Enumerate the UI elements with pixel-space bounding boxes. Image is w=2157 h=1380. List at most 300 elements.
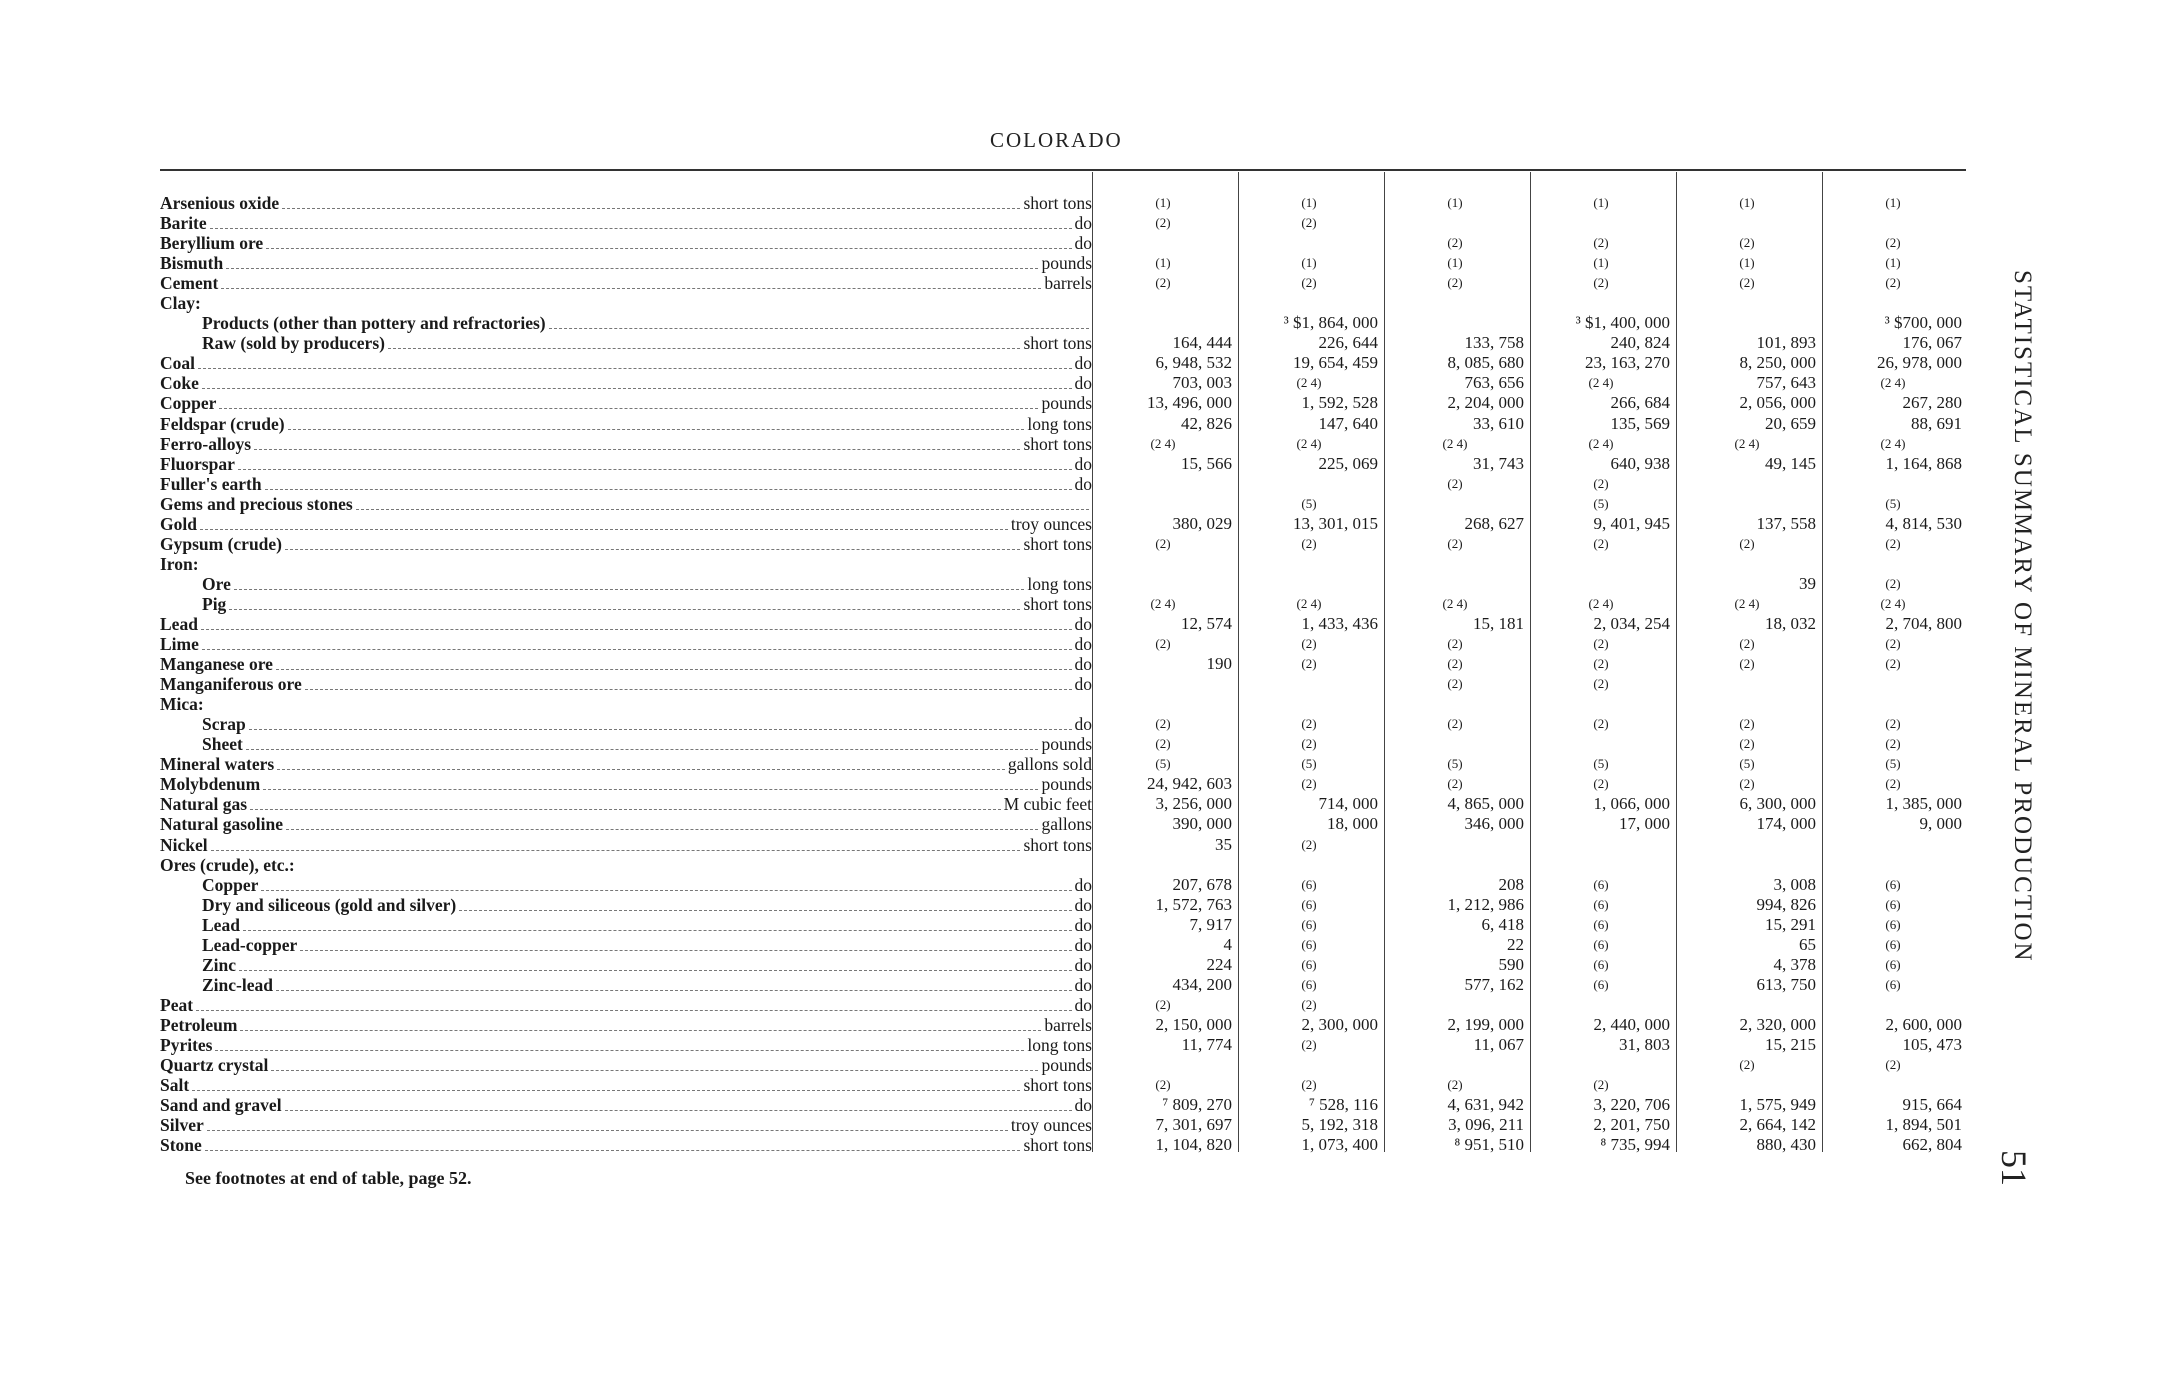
row-unit: barrels xyxy=(1044,273,1092,294)
row-label: Pig xyxy=(202,593,227,614)
value-cell: (2) xyxy=(1301,996,1317,1012)
value-cell: (5) xyxy=(1301,756,1317,772)
value-cell: 4 xyxy=(1223,934,1232,954)
value-cell: (2) xyxy=(1739,275,1755,291)
row-unit: do xyxy=(1074,634,1092,655)
table-row xyxy=(160,654,1966,674)
value-cell: 135, 569 xyxy=(1610,413,1670,433)
value-cell: (2) xyxy=(1885,275,1901,291)
table-row xyxy=(160,273,1966,293)
dot-leader xyxy=(234,588,1024,590)
row-label-cell xyxy=(160,253,1092,273)
row-label: Iron: xyxy=(160,553,199,574)
value-cell: (6) xyxy=(1885,876,1901,892)
value-cell: (2 4) xyxy=(1296,375,1322,391)
value-cell: (2) xyxy=(1593,535,1609,551)
row-unit: do xyxy=(1074,714,1092,735)
value-cell: 3, 096, 211 xyxy=(1448,1115,1524,1135)
row-label: Nickel xyxy=(160,834,208,855)
footnote: See footnotes at end of table, page 52. xyxy=(185,1168,472,1188)
table-row xyxy=(160,1095,1966,1115)
value-cell: (5) xyxy=(1739,756,1755,772)
value-cell: 1, 212, 986 xyxy=(1447,894,1524,914)
dot-leader xyxy=(240,1029,1041,1031)
value-cell: 11, 067 xyxy=(1473,1034,1524,1054)
row-unit: M cubic feet xyxy=(1003,794,1092,815)
value-cell: 2, 704, 800 xyxy=(1885,613,1962,633)
value-cell: (2 4) xyxy=(1880,435,1906,451)
value-cell: 4, 378 xyxy=(1773,954,1816,974)
value-cell: 4, 631, 942 xyxy=(1447,1095,1524,1115)
row-label: Lead-copper xyxy=(202,934,298,955)
value-cell: 266, 684 xyxy=(1610,393,1670,413)
value-cell: 17, 000 xyxy=(1619,814,1670,834)
row-label: Zinc xyxy=(202,954,237,975)
row-label-cell xyxy=(160,313,1092,333)
table-row xyxy=(160,714,1966,734)
value-cell: 33, 610 xyxy=(1473,413,1524,433)
dot-leader xyxy=(265,488,1072,490)
row-label: Silver xyxy=(160,1115,204,1136)
row-label: Gems and precious stones xyxy=(160,493,353,514)
dot-leader xyxy=(282,207,1020,209)
value-cell: (1) xyxy=(1155,195,1171,210)
side-title: STATISTICAL SUMMARY OF MINERAL PRODUCTION xyxy=(2009,270,2036,963)
value-cell: (6) xyxy=(1885,936,1901,952)
value-cell: (1) xyxy=(1593,255,1609,271)
value-cell: (2) xyxy=(1739,535,1755,551)
row-unit: do xyxy=(1074,954,1092,975)
value-cell: (1) xyxy=(1447,255,1463,271)
row-label: Manganiferous ore xyxy=(160,674,302,695)
row-unit: pounds xyxy=(1041,734,1092,755)
value-cell: (2) xyxy=(1155,275,1171,291)
row-label: Feldspar (crude) xyxy=(160,413,285,434)
value-cell: 1, 433, 436 xyxy=(1301,613,1378,633)
value-cell: 4, 814, 530 xyxy=(1885,513,1962,533)
value-cell: (2) xyxy=(1301,716,1317,732)
value-cell: (5) xyxy=(1301,495,1317,511)
row-label-cell xyxy=(160,554,1092,574)
value-cell: 13, 496, 000 xyxy=(1147,393,1232,413)
row-label-cell xyxy=(160,594,1092,614)
row-label-cell xyxy=(160,514,1092,534)
value-cell: 390, 000 xyxy=(1172,814,1232,834)
row-label-cell xyxy=(160,1135,1092,1155)
dot-leader xyxy=(271,1069,1038,1071)
value-cell: (2) xyxy=(1447,776,1463,792)
value-cell: 18, 000 xyxy=(1327,814,1378,834)
dot-leader xyxy=(202,648,1072,650)
row-unit: do xyxy=(1074,874,1092,895)
table-row xyxy=(160,474,1966,494)
row-label: Coke xyxy=(160,373,199,394)
value-cell: (2 4) xyxy=(1588,375,1614,391)
table-row xyxy=(160,855,1966,875)
row-label-cell xyxy=(160,875,1092,895)
value-cell: (2) xyxy=(1593,475,1609,491)
value-cell: 105, 473 xyxy=(1902,1034,1962,1054)
table-row xyxy=(160,1035,1966,1055)
row-unit: do xyxy=(1074,914,1092,935)
value-cell: (6) xyxy=(1885,956,1901,972)
table-row xyxy=(160,794,1966,814)
table-row xyxy=(160,935,1966,955)
value-cell: 42, 826 xyxy=(1181,413,1232,433)
value-cell: (2) xyxy=(1885,1057,1901,1073)
value-cell: (5) xyxy=(1447,756,1463,772)
value-cell: 15, 215 xyxy=(1765,1034,1816,1054)
row-label: Scrap xyxy=(202,714,246,735)
value-cell: (2 4) xyxy=(1880,595,1906,611)
value-cell: (2) xyxy=(1593,656,1609,672)
page-number: 51 xyxy=(1994,1150,2034,1186)
value-cell: 1, 073, 400 xyxy=(1301,1135,1378,1155)
row-unit: do xyxy=(1074,453,1092,474)
table-row xyxy=(160,754,1966,774)
row-label-cell xyxy=(160,414,1092,434)
value-cell: 613, 750 xyxy=(1756,974,1816,994)
row-label-cell xyxy=(160,895,1092,915)
table-row xyxy=(160,534,1966,554)
row-label: Mica: xyxy=(160,694,204,715)
value-cell: ⁸ 735, 994 xyxy=(1600,1135,1670,1155)
value-cell: (6) xyxy=(1301,956,1317,972)
value-cell: (1) xyxy=(1593,195,1609,210)
row-label-cell xyxy=(160,754,1092,774)
dot-leader xyxy=(226,267,1038,269)
value-cell: 1, 104, 820 xyxy=(1155,1135,1232,1155)
row-label-cell xyxy=(160,674,1092,694)
value-cell: 1, 592, 528 xyxy=(1301,393,1378,413)
dot-leader xyxy=(263,788,1038,790)
row-unit: short tons xyxy=(1023,1135,1092,1156)
row-unit: gallons xyxy=(1041,814,1092,835)
value-cell: (2) xyxy=(1739,1057,1755,1073)
value-cell: 380, 029 xyxy=(1172,513,1232,533)
row-label-cell xyxy=(160,574,1092,594)
row-label-cell xyxy=(160,333,1092,353)
value-cell: 176, 067 xyxy=(1902,333,1962,353)
value-cell: 22 xyxy=(1507,934,1524,954)
value-cell: (2) xyxy=(1301,776,1317,792)
value-cell: (2) xyxy=(1739,656,1755,672)
value-cell: (2) xyxy=(1301,736,1317,752)
value-cell: (5) xyxy=(1885,495,1901,511)
value-cell: 174, 000 xyxy=(1756,814,1816,834)
row-label: Ore xyxy=(202,573,231,594)
value-cell: 757, 643 xyxy=(1756,373,1816,393)
table-row xyxy=(160,1075,1966,1095)
value-cell: 26, 978, 000 xyxy=(1877,353,1962,373)
value-cell: (2 4) xyxy=(1150,435,1176,451)
dot-leader xyxy=(239,969,1071,971)
value-cell: (2) xyxy=(1593,776,1609,792)
row-unit: do xyxy=(1074,934,1092,955)
dot-leader xyxy=(277,768,1005,770)
value-cell: 101, 893 xyxy=(1756,333,1816,353)
row-label-cell xyxy=(160,233,1092,253)
value-cell: (2) xyxy=(1301,636,1317,652)
value-cell: 11, 774 xyxy=(1181,1034,1232,1054)
table-row xyxy=(160,594,1966,614)
table-row xyxy=(160,835,1966,855)
dot-leader xyxy=(210,227,1072,229)
value-cell: (5) xyxy=(1155,756,1171,772)
value-cell: 1, 572, 763 xyxy=(1155,894,1232,914)
row-unit: short tons xyxy=(1023,533,1092,554)
row-label: Clay: xyxy=(160,293,201,314)
dot-leader xyxy=(192,1089,1020,1091)
value-cell: (2) xyxy=(1447,235,1463,251)
value-cell: (2) xyxy=(1155,1077,1171,1093)
dot-leader xyxy=(198,367,1072,369)
value-cell: (2) xyxy=(1155,716,1171,732)
value-cell: ³ $700, 000 xyxy=(1884,313,1962,333)
value-cell: (6) xyxy=(1301,936,1317,952)
value-cell: (2) xyxy=(1155,736,1171,752)
table-row xyxy=(160,494,1966,514)
value-cell: 19, 654, 459 xyxy=(1293,353,1378,373)
value-cell: 39 xyxy=(1799,573,1816,593)
production-table xyxy=(160,193,1966,1155)
value-cell: (2) xyxy=(1447,535,1463,551)
value-cell: 703, 003 xyxy=(1172,373,1232,393)
value-cell: (2) xyxy=(1301,836,1317,852)
value-cell: (2 4) xyxy=(1296,435,1322,451)
table-row xyxy=(160,454,1966,474)
value-cell: 2, 201, 750 xyxy=(1593,1115,1670,1135)
value-cell: 224 xyxy=(1206,954,1232,974)
row-unit: short tons xyxy=(1023,1075,1092,1096)
value-cell: (2) xyxy=(1447,475,1463,491)
row-label: Coal xyxy=(160,353,195,374)
value-cell: 2, 204, 000 xyxy=(1447,393,1524,413)
row-label: Stone xyxy=(160,1135,202,1156)
row-unit: pounds xyxy=(1041,1055,1092,1076)
value-cell: (2) xyxy=(1447,636,1463,652)
row-label: Barite xyxy=(160,213,207,234)
table-row xyxy=(160,1135,1966,1155)
dot-leader xyxy=(205,1149,1021,1151)
value-cell: 1, 385, 000 xyxy=(1885,794,1962,814)
row-label: Sand and gravel xyxy=(160,1095,282,1116)
row-label-cell xyxy=(160,534,1092,554)
value-cell: 208 xyxy=(1498,874,1524,894)
dot-leader xyxy=(250,808,1001,810)
value-cell: 147, 640 xyxy=(1318,413,1378,433)
value-cell: (2) xyxy=(1593,235,1609,251)
row-label: Raw (sold by producers) xyxy=(202,333,385,354)
value-cell: 12, 574 xyxy=(1181,613,1232,633)
row-label-cell xyxy=(160,975,1092,995)
row-label: Copper xyxy=(202,874,259,895)
row-unit: short tons xyxy=(1023,193,1092,213)
dot-leader xyxy=(200,528,1008,530)
dot-leader xyxy=(285,548,1020,550)
value-cell: (2 4) xyxy=(1588,435,1614,451)
value-cell: (1) xyxy=(1885,255,1901,271)
row-label-cell xyxy=(160,814,1092,834)
value-cell: 3, 220, 706 xyxy=(1593,1095,1670,1115)
row-label: Lead xyxy=(202,914,240,935)
row-unit: pounds xyxy=(1041,393,1092,414)
value-cell: 3, 256, 000 xyxy=(1155,794,1232,814)
value-cell: (2) xyxy=(1885,736,1901,752)
dot-leader xyxy=(196,1009,1071,1011)
value-cell: (2) xyxy=(1739,235,1755,251)
row-label: Products (other than pottery and refractories) xyxy=(202,313,546,334)
value-cell: ⁸ 951, 510 xyxy=(1454,1135,1524,1155)
dot-leader xyxy=(300,949,1071,951)
value-cell: 2, 199, 000 xyxy=(1447,1014,1524,1034)
row-label: Peat xyxy=(160,994,194,1015)
value-cell: 590 xyxy=(1498,954,1524,974)
row-label: Sheet xyxy=(202,734,243,755)
value-cell: (2) xyxy=(1885,235,1901,251)
row-label-cell xyxy=(160,494,1092,514)
row-unit: do xyxy=(1074,674,1092,695)
value-cell: ³ $1, 864, 000 xyxy=(1283,313,1378,333)
row-unit: troy ounces xyxy=(1010,1115,1092,1136)
row-unit: pounds xyxy=(1041,253,1092,274)
row-label: Lead xyxy=(160,613,198,634)
value-cell: (6) xyxy=(1301,916,1317,932)
value-cell: (2) xyxy=(1593,676,1609,692)
row-label-cell xyxy=(160,654,1092,674)
table-row xyxy=(160,574,1966,594)
row-label-cell xyxy=(160,273,1092,293)
row-unit: do xyxy=(1074,894,1092,915)
row-label-cell xyxy=(160,1055,1092,1075)
value-cell: 1, 575, 949 xyxy=(1739,1095,1816,1115)
value-cell: (2) xyxy=(1155,636,1171,652)
value-cell: 3, 008 xyxy=(1773,874,1816,894)
row-unit: do xyxy=(1074,613,1092,634)
dot-leader xyxy=(221,287,1041,289)
dot-leader xyxy=(356,508,1089,510)
dot-leader xyxy=(388,347,1020,349)
table-row xyxy=(160,1055,1966,1075)
dot-leader xyxy=(219,407,1038,409)
value-cell: (2) xyxy=(1301,1036,1317,1052)
value-cell: (2) xyxy=(1885,575,1901,591)
table-row xyxy=(160,734,1966,754)
table-row xyxy=(160,313,1966,333)
value-cell: 2, 300, 000 xyxy=(1301,1014,1378,1034)
row-label: Gold xyxy=(160,513,197,534)
value-cell: 4, 865, 000 xyxy=(1447,794,1524,814)
value-cell: 49, 145 xyxy=(1765,453,1816,473)
value-cell: (2) xyxy=(1885,535,1901,551)
row-label-cell xyxy=(160,694,1092,714)
row-label-cell xyxy=(160,1075,1092,1095)
row-label: Natural gas xyxy=(160,794,248,815)
row-label-cell xyxy=(160,935,1092,955)
value-cell: 763, 656 xyxy=(1464,373,1524,393)
dot-leader xyxy=(286,828,1038,830)
row-unit: pounds xyxy=(1041,774,1092,795)
value-cell: (2) xyxy=(1155,535,1171,551)
dot-leader xyxy=(276,668,1072,670)
dot-leader xyxy=(288,428,1025,430)
table-row xyxy=(160,233,1966,253)
value-cell: 15, 181 xyxy=(1473,613,1524,633)
value-cell: (2 4) xyxy=(1880,375,1906,391)
table-row xyxy=(160,253,1966,273)
value-cell: (6) xyxy=(1301,876,1317,892)
dot-leader xyxy=(249,728,1072,730)
value-cell: (6) xyxy=(1301,896,1317,912)
row-label-cell xyxy=(160,1035,1092,1055)
dot-leader xyxy=(238,468,1072,470)
table-row xyxy=(160,814,1966,834)
value-cell: (2 4) xyxy=(1734,595,1760,611)
table-row xyxy=(160,915,1966,935)
value-cell: (2) xyxy=(1593,636,1609,652)
table-row xyxy=(160,434,1966,454)
row-label-cell xyxy=(160,774,1092,794)
row-label: Arsenious oxide xyxy=(160,193,280,213)
row-unit: barrels xyxy=(1044,1014,1092,1035)
table-row xyxy=(160,373,1966,393)
dot-leader xyxy=(207,1129,1008,1131)
value-cell: 35 xyxy=(1215,834,1232,854)
value-cell: (6) xyxy=(1593,956,1609,972)
row-label: Salt xyxy=(160,1075,190,1096)
row-label: Dry and siliceous (gold and silver) xyxy=(202,894,457,915)
row-unit: long tons xyxy=(1027,1034,1092,1055)
value-cell: (1) xyxy=(1301,195,1317,210)
value-cell: 268, 627 xyxy=(1464,513,1524,533)
table-row xyxy=(160,674,1966,694)
value-cell: (2 4) xyxy=(1150,595,1176,611)
value-cell: 23, 163, 270 xyxy=(1585,353,1670,373)
row-unit: do xyxy=(1074,473,1092,494)
value-cell: (2) xyxy=(1155,996,1171,1012)
value-cell: (6) xyxy=(1593,936,1609,952)
row-label: Cement xyxy=(160,273,219,294)
row-unit: do xyxy=(1074,654,1092,675)
row-label-cell xyxy=(160,474,1092,494)
table-row xyxy=(160,414,1966,434)
value-cell: (2) xyxy=(1155,215,1171,231)
table-row xyxy=(160,293,1966,313)
row-unit: do xyxy=(1074,974,1092,995)
value-cell: (2) xyxy=(1447,716,1463,732)
value-cell: 2, 320, 000 xyxy=(1739,1014,1816,1034)
row-label: Mineral waters xyxy=(160,754,275,775)
row-label: Beryllium ore xyxy=(160,233,264,254)
dot-leader xyxy=(266,247,1071,249)
value-cell: 8, 085, 680 xyxy=(1447,353,1524,373)
row-unit: gallons sold xyxy=(1007,754,1092,775)
value-cell: 714, 000 xyxy=(1318,794,1378,814)
value-cell: (1) xyxy=(1155,255,1171,271)
row-unit: do xyxy=(1074,994,1092,1015)
value-cell: 88, 691 xyxy=(1911,413,1962,433)
value-cell: 9, 000 xyxy=(1919,814,1962,834)
page-header: COLORADO xyxy=(990,128,1123,152)
value-cell: 6, 948, 532 xyxy=(1155,353,1232,373)
row-label: Manganese ore xyxy=(160,654,273,675)
row-label-cell xyxy=(160,293,1092,313)
value-cell: 13, 301, 015 xyxy=(1293,513,1378,533)
row-label: Pyrites xyxy=(160,1034,213,1055)
value-cell: 31, 743 xyxy=(1473,453,1524,473)
row-unit: do xyxy=(1074,213,1092,234)
row-label-cell xyxy=(160,955,1092,975)
